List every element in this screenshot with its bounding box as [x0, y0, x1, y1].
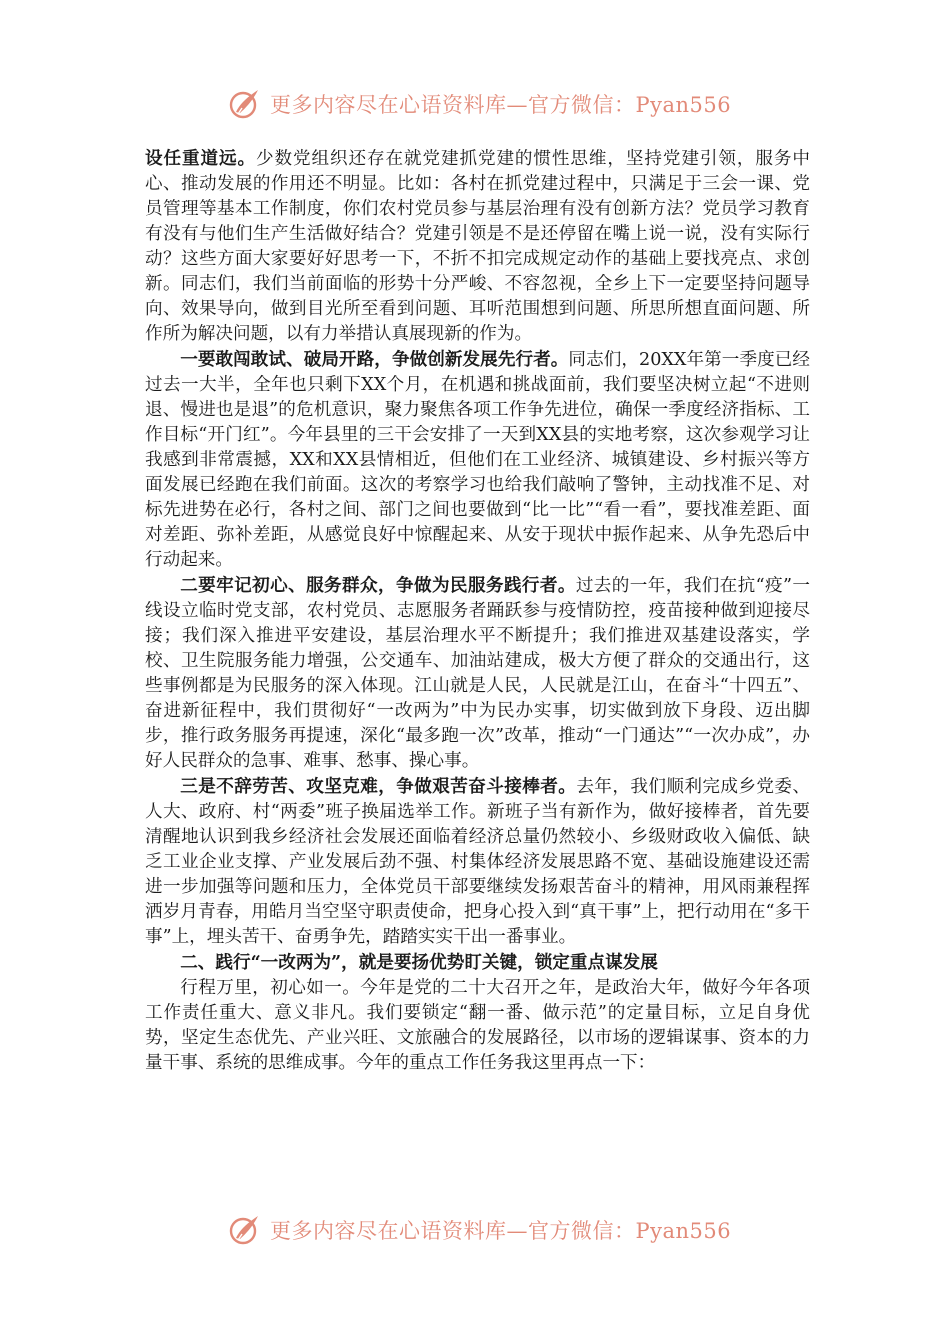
paragraph-lead: 设任重道远。 — [145, 148, 256, 169]
paragraph-lead: 一要敢闯敢试、破局开路，争做创新发展先行者。 — [180, 349, 569, 370]
paragraph-body: 去年，我们顺利完成乡党委、人大、政府、村“两委”班子换届选举工作。新班子当有新作为，做好接棒者，首先要清醒地认识到我乡经济社会发展还面临着经济总量仍然较小、乡级财政收入偏低、缺乏工业企业支撑、产业发展后劲不强、村集体经济发展思路不宽、基础设施建设还需进一步加强等问题和压力，全体党员干部要继续发扬艰苦奋斗的精神，用风雨兼程挥洒岁月青春，用皓月当空坚守职责使命，把身心投入到“真干事”上，把行动用在“多干事”上，埋头苦干、奋勇争先，踏踏实实干出一番事业。 — [145, 777, 810, 947]
paragraph-body: 同志们，20XX年第一季度已经过去一大半，全年也只剩下XX个月，在机遇和挑战面前，我们要坚决树立起“不进则退、慢进也是退”的危机意识，聚力聚焦各项工作争先进位，确保一季度经济指标、工作目标“开门红”。今年县里的三干会安排了一天到XX县的实地考察，这次参观学习让我感到非常震撼，XX和XX县情相近，但他们在工业经济、城镇建设、乡村振兴等方面发展已经跑在我们前面。这次的考察学习也给我们敲响了警钟，主动找准不足、对标先进势在必行，各村之间、部门之间也要做到“比一比”“看一看”，要找准差距、面对差距、弥补差距，从感觉良好中惊醒起来、从安于现状中振作起来、从争先恐后中行动起来。 — [145, 350, 810, 570]
paragraph-lead: 三是不辞劳苦、攻坚克难，争做艰苦奋斗接棒者。 — [180, 776, 577, 797]
paragraph-body: 过去的一年，我们在抗“疫”一线设立临时党支部，农村党员、志愿服务者踊跃参与疫情防控，疫苗接种做到迎接尽接；我们深入推进平安建设，基层治理水平不断提升；我们推进双基建设落实，学校、卫生院服务能力增强，公交通车、加油站建成，极大方便了群众的交通出行，这些事例都是为民服务的深入体现。江山就是人民，人民就是江山，在奋斗“十四五”、奋进新征程中，我们贯彻好“一改两为”中为民办实事，切实做到放下身段、迈出脚步，推行政务服务再提速，深化“最多跑一次”改革，推动“一门通达”“一次办成”，办好人民群众的急事、难事、愁事、操心事。 — [145, 576, 810, 771]
section-heading-text: 二、践行“一改两为”，就是要扬优势盯关键，锁定重点谋发展 — [180, 952, 658, 973]
watermark-text: 更多内容尽在心语资料库—官方微信：Pyan556 — [270, 93, 732, 117]
paragraph — [145, 573, 810, 774]
watermark-banner-top — [228, 84, 731, 124]
section-heading — [145, 950, 810, 976]
paragraph — [145, 774, 810, 950]
document-body — [145, 146, 810, 1076]
paragraph-body: 少数党组织还存在就党建抓党建的惯性思维，坚持党建引领，服务中心、推动发展的作用还不明显。比如：各村在抓党建过程中，只满足于三会一课、党员管理等基本工作制度，你们农村党员参与基层治理有没有创新方法？党员学习教育有没有与他们生产生活做好结合？党建引领是不是还停留在嘴上说一说，没有实际行动？这些方面大家要好好思考一下，不折不扣完成规定动作的基础上要找亮点、求创新。同志们，我们当前面临的形势十分严峻、不容忽视，全乡上下一定要坚持问题导向、效果导向，做到目光所至看到问题、耳听范围想到问题、所思所想直面问题、所作所为解决问题，以有力举措认真展现新的作为。 — [145, 149, 810, 344]
paragraph — [145, 146, 810, 347]
paragraph-lead: 二要牢记初心、服务群众，争做为民服务践行者。 — [180, 575, 576, 596]
paragraph — [145, 347, 810, 573]
paragraph — [145, 976, 810, 1076]
paragraph-body: 行程万里，初心如一。今年是党的二十大召开之年，是政治大年，做好今年各项工作责任重大、意义非凡。我们要锁定“翻一番、做示范”的定量目标，立足自身优势，坚定生态优先、产业兴旺、文旅融合的发展路径，以市场的逻辑谋事、资本的力量干事、系统的思维成事。今年的重点工作任务我这里再点一下： — [145, 978, 810, 1073]
pen-logo-icon — [228, 1212, 264, 1248]
pen-logo-icon — [228, 86, 264, 122]
watermark-banner-bottom — [228, 1210, 731, 1250]
watermark-text: 更多内容尽在心语资料库—官方微信：Pyan556 — [270, 1219, 732, 1243]
